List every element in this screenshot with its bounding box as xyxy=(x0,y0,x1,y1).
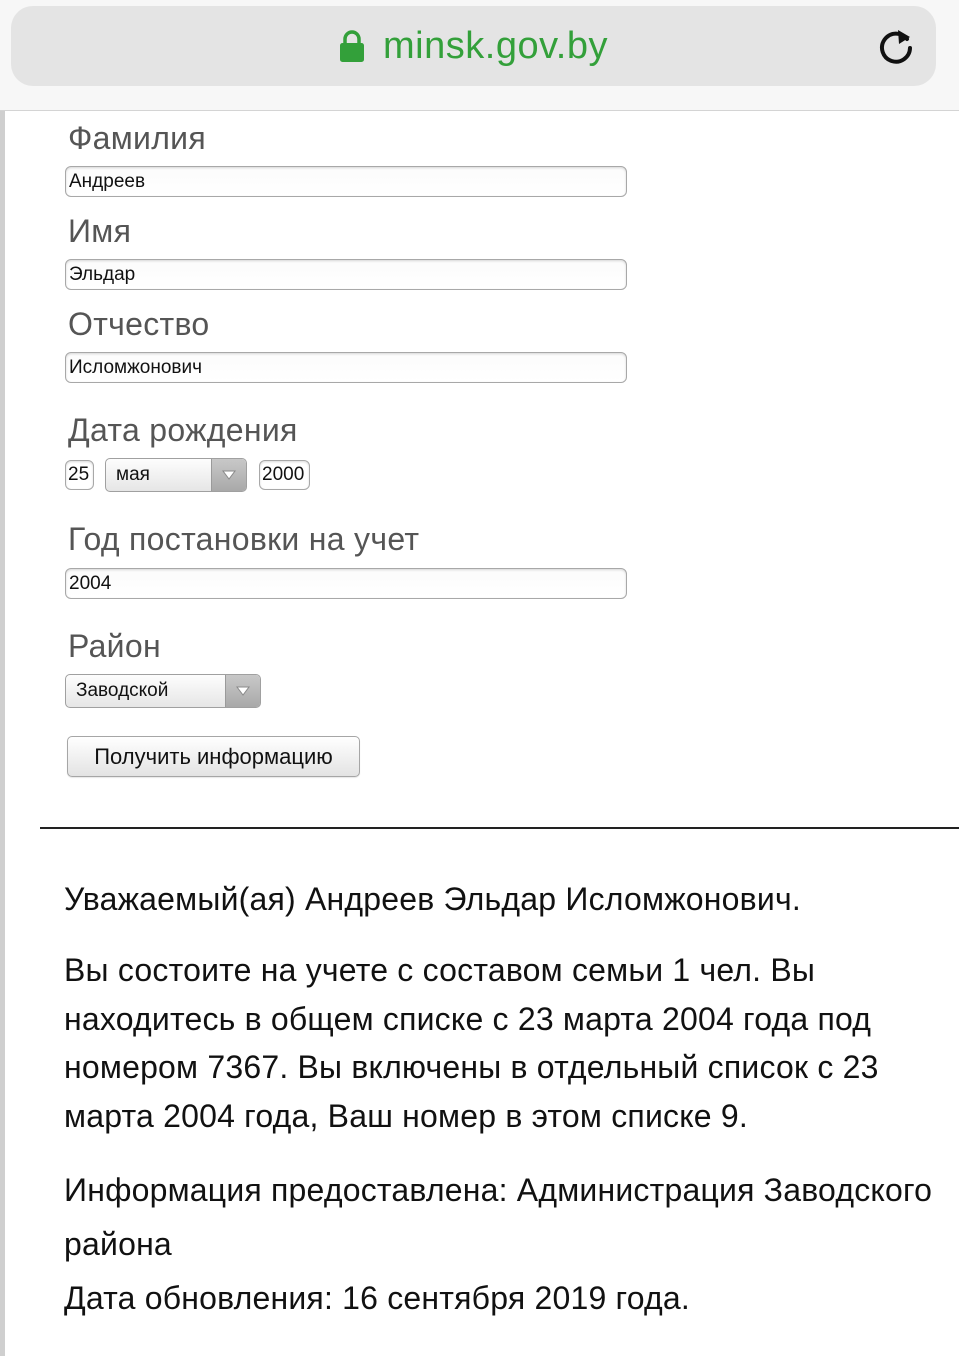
birth-year-input[interactable] xyxy=(259,460,310,490)
birth-month-select[interactable] xyxy=(105,458,247,492)
registration-year-label: Год постановки на учет xyxy=(68,521,420,557)
result-status: Вы состоите на учете с составом семьи 1 чел. Вы находитесь в общем списке с 23 марта 2004 года под номером 7367. Вы включены в отдельный список с 23 марта 2004 года, Ваш номер в этом списке 9. xyxy=(64,952,879,1134)
url-text[interactable]: minsk.gov.by xyxy=(383,24,608,67)
district-label: Район xyxy=(68,628,161,664)
patronymic-label: Отчество xyxy=(68,306,210,342)
birth-month-value: мая xyxy=(116,464,150,485)
result-greeting: Уважаемый(ая) Андреев Эльдар Исломжонович. xyxy=(64,881,801,917)
surname-input[interactable] xyxy=(65,166,627,197)
page-left-edge xyxy=(0,111,5,1356)
chevron-down-icon xyxy=(225,675,260,707)
divider xyxy=(40,827,959,829)
result-provided-by: Информация предоставлена: Администрация Заводского района xyxy=(64,1172,933,1262)
surname-label: Фамилия xyxy=(68,120,206,156)
reload-icon[interactable] xyxy=(876,26,916,66)
birth-day-input[interactable] xyxy=(65,460,94,490)
name-label: Имя xyxy=(68,213,132,249)
patronymic-input[interactable] xyxy=(65,352,627,383)
url-container xyxy=(11,6,936,86)
browser-toolbar xyxy=(0,0,959,111)
district-value: Заводской xyxy=(76,680,169,701)
address-bar[interactable] xyxy=(11,6,936,86)
lock-icon xyxy=(339,29,365,63)
result-updated: Дата обновления: 16 сентября 2019 года. xyxy=(64,1280,690,1316)
name-input[interactable] xyxy=(65,259,627,290)
district-select[interactable] xyxy=(65,674,261,708)
birth-date-label: Дата рождения xyxy=(68,412,298,448)
get-info-button[interactable]: Получить информацию xyxy=(67,736,360,777)
registration-year-input[interactable] xyxy=(65,568,627,599)
chevron-down-icon xyxy=(211,459,246,491)
